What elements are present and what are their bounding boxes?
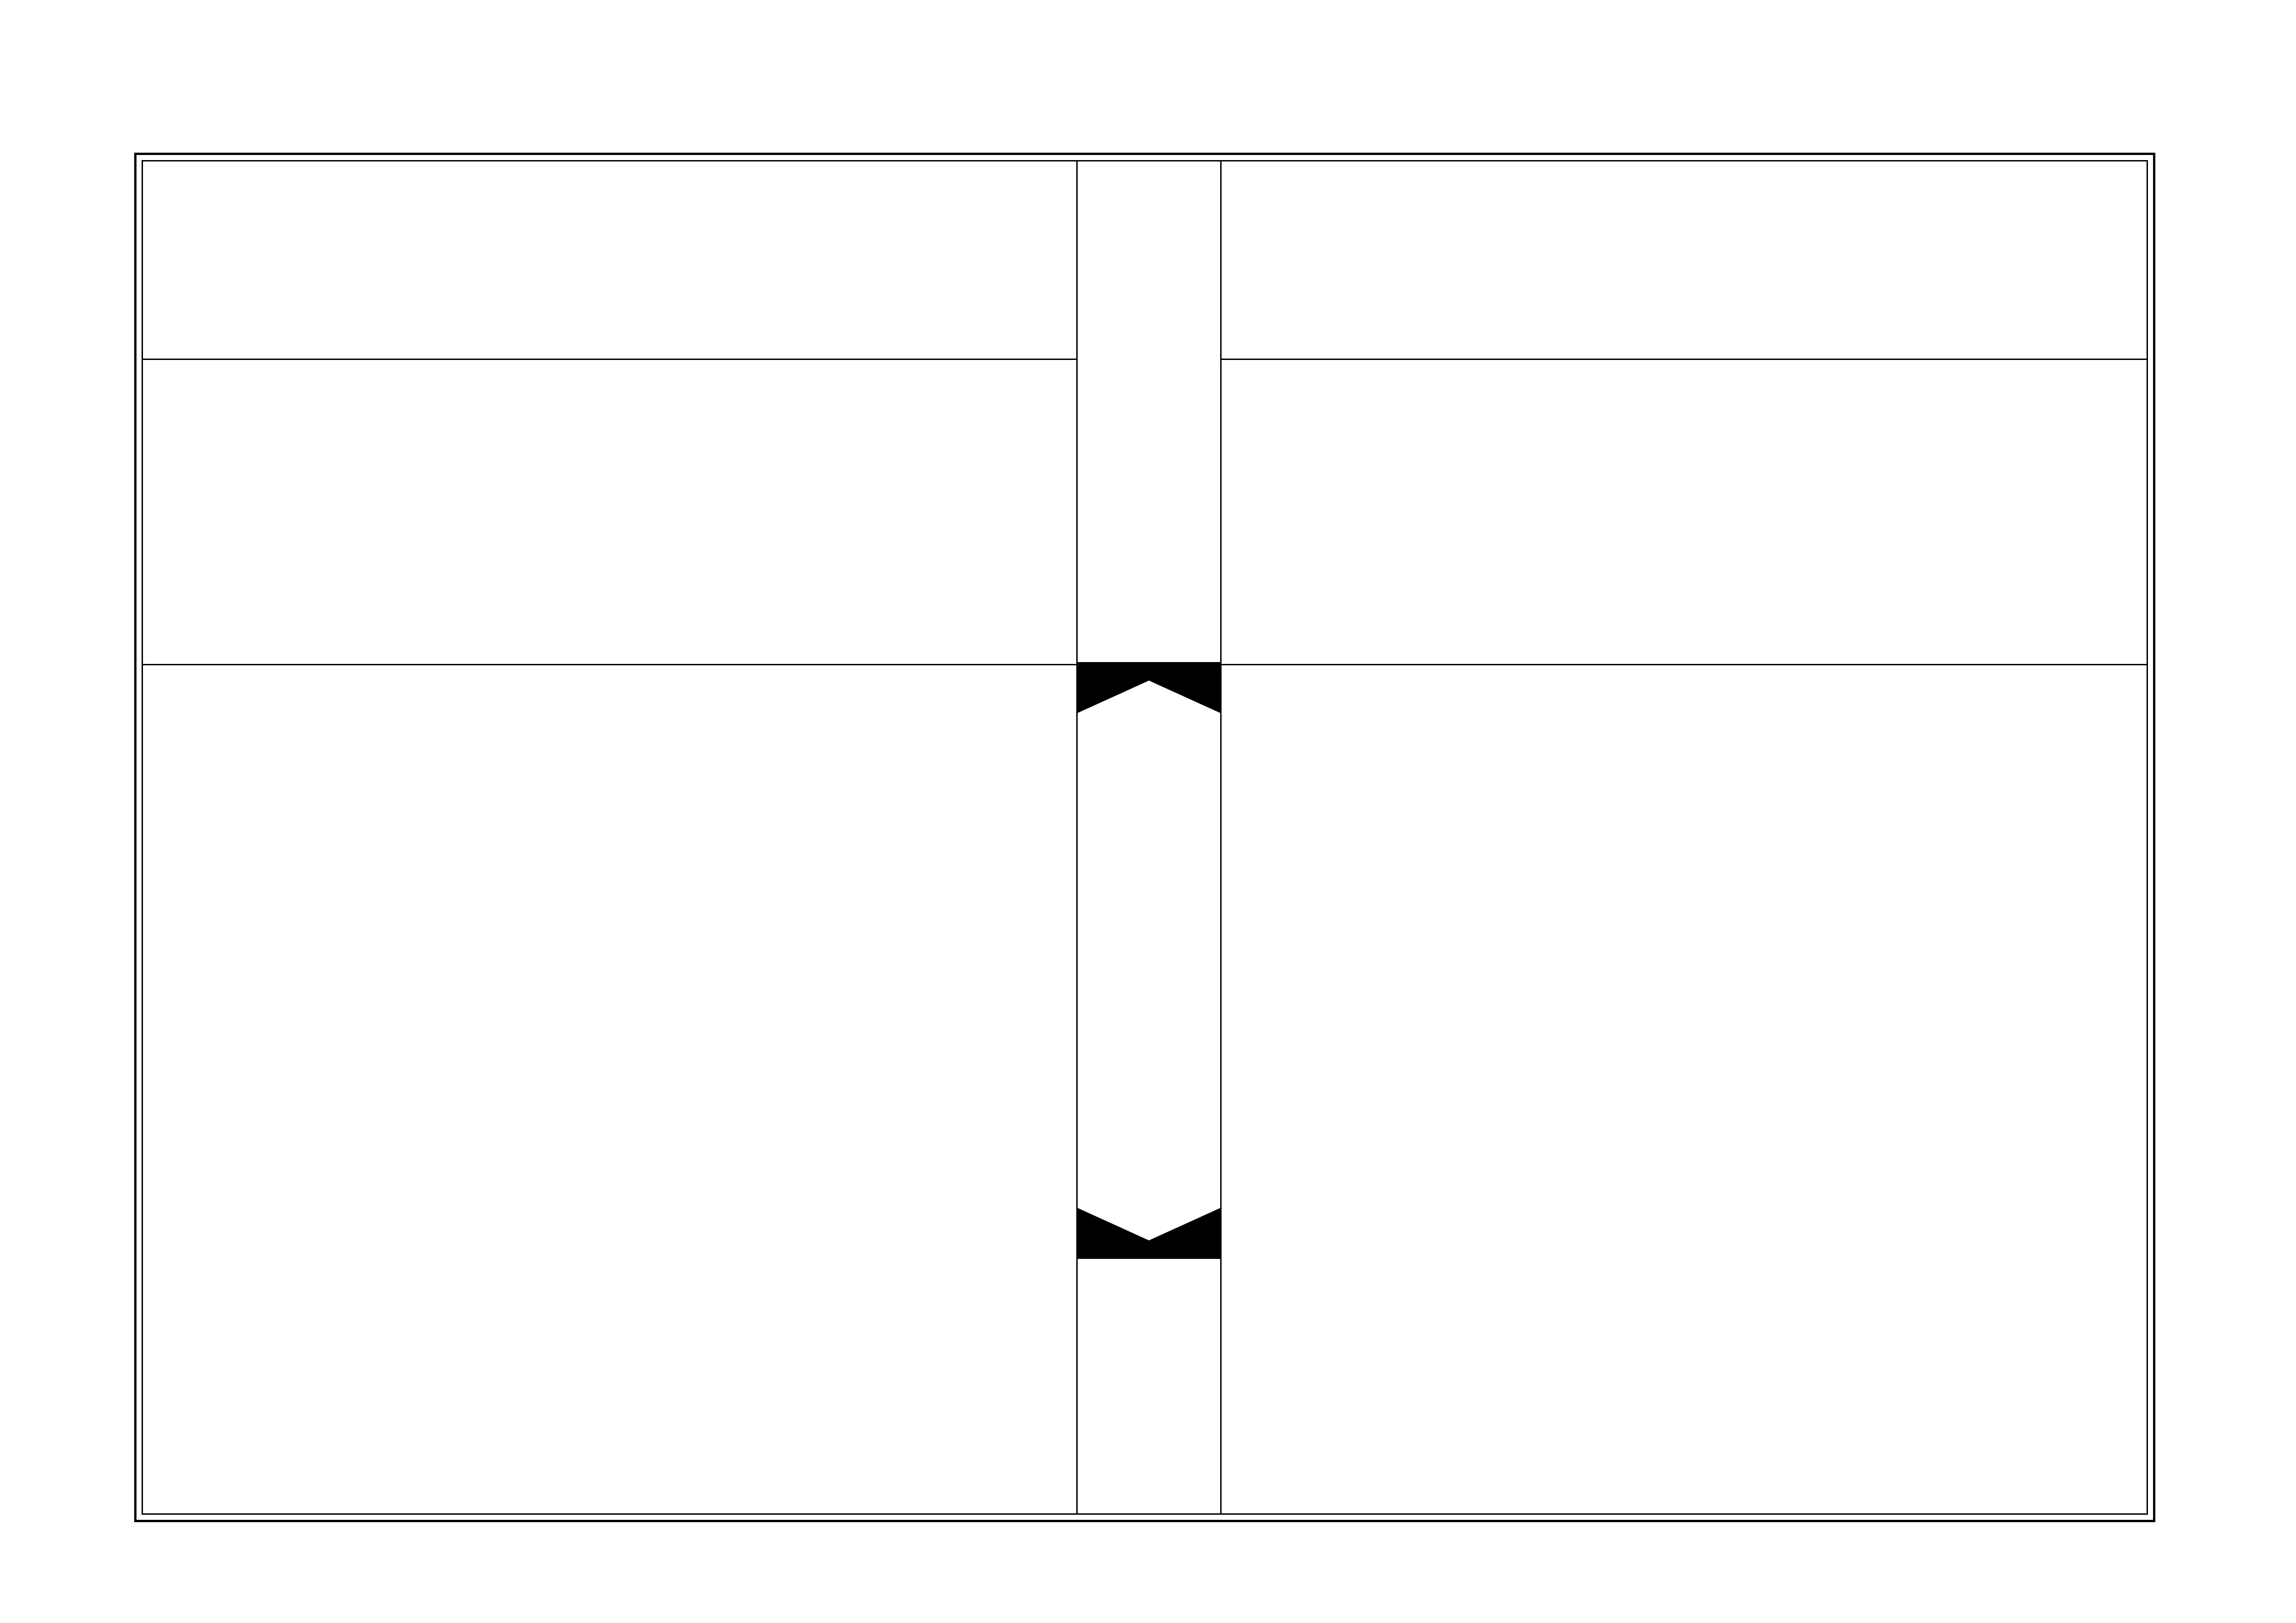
row-divider-right-top	[1222, 359, 2148, 360]
row-divider-right-bottom	[1222, 664, 2148, 665]
center-spine	[1076, 160, 1222, 1515]
fishtail-top-ornament	[1078, 662, 1220, 713]
fishtail-bottom-ornament	[1078, 1208, 1220, 1259]
row-divider-left-top	[142, 359, 1076, 360]
row-divider-left-bottom	[142, 664, 1076, 665]
